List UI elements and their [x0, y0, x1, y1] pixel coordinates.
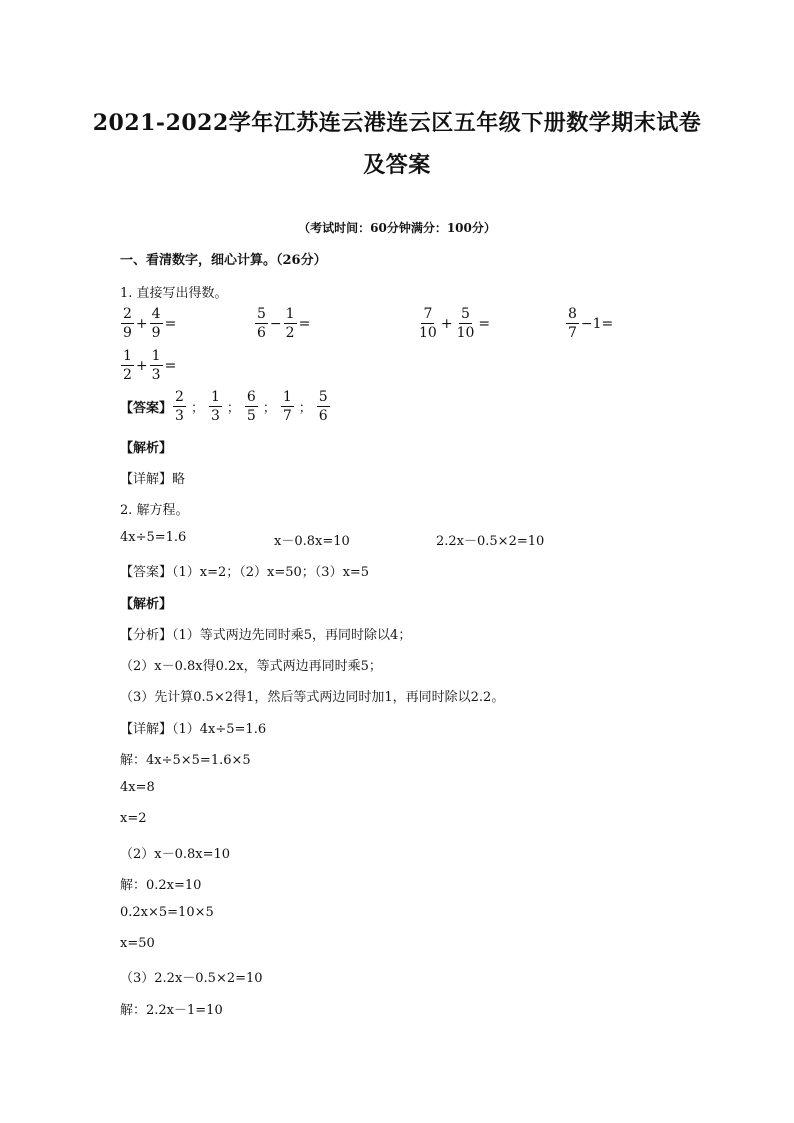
answer-line-1 — [120, 390, 331, 423]
separator: ； — [190, 401, 204, 416]
equals: = — [164, 357, 177, 374]
problem-1 — [120, 307, 177, 340]
problem-5 — [120, 349, 177, 382]
separator: ； — [298, 401, 312, 416]
equation-1: 4x÷5=1.6 — [120, 530, 187, 545]
operator: + — [440, 315, 453, 332]
problem-2 — [254, 307, 311, 340]
solution-line: （2）x－0.8x得0.2x，等式两边再同时乘5； — [120, 659, 382, 674]
operator: − — [269, 315, 282, 332]
analysis-label-2: 【解析】 — [120, 597, 173, 612]
answer-fraction: $\frac{5}{6}$ — [318, 389, 328, 424]
question-1-label: 1. 直接写出得数。 — [120, 286, 228, 301]
solution-line: （2）x－0.8x=10 — [120, 847, 231, 862]
answer-fraction: $\frac{1}{7}$ — [282, 389, 292, 424]
problem-3 — [416, 307, 491, 340]
title-line-2: 及答案 — [363, 152, 431, 178]
solution-line: 解：4x÷5×5=1.6×5 — [120, 753, 251, 768]
analysis-label-1: 【解析】 — [120, 441, 173, 456]
detail-1: 【详解】略 — [120, 472, 186, 487]
equals: −1= — [580, 315, 614, 332]
solution-line: 【详解】（1）4x÷5=1.6 — [120, 722, 267, 737]
fraction: $\frac{1}{2}$ — [285, 306, 295, 341]
title-line-1: 2021-2022学年江苏连云港连云区五年级下册数学期末试卷 — [92, 110, 702, 136]
exam-info: （考试时间：60分钟满分：100分） — [298, 221, 496, 235]
answer-fraction: $\frac{1}{3}$ — [210, 389, 220, 424]
solution-line: 解：2.2x－1=10 — [120, 1003, 223, 1018]
fraction: $\frac{1}{3}$ — [151, 348, 161, 383]
fraction: $\frac{5}{6}$ — [257, 306, 266, 341]
fraction: $\frac{1}{2}$ — [123, 348, 132, 383]
fraction: $\frac{2}{9}$ — [123, 306, 132, 341]
fraction: $\frac{8}{7}$ — [568, 306, 577, 341]
fraction: $\frac{7}{10}$ — [419, 306, 437, 341]
equals: = — [164, 315, 177, 332]
answer-fraction: $\frac{6}{5}$ — [246, 389, 256, 424]
solution-line: （3）2.2x－0.5×2=10 — [120, 971, 263, 986]
solution-line: 解：0.2x=10 — [120, 878, 202, 893]
solution-line: 【分析】（1）等式两边先同时乘5，再同时除以4； — [120, 628, 412, 643]
operator: + — [135, 357, 148, 374]
separator: ； — [262, 401, 276, 416]
section-1-heading: 一、看清数字，细心计算。（26分） — [120, 253, 327, 268]
operator: + — [135, 315, 148, 332]
fraction: $\frac{5}{10}$ — [456, 306, 475, 341]
answer-label: 【答案】 — [120, 401, 173, 416]
solution-line: 4x=8 — [120, 780, 155, 795]
question-2-label: 2. 解方程。 — [120, 503, 189, 518]
equals: = — [298, 315, 311, 332]
solution-line: x=2 — [120, 811, 147, 826]
separator: ； — [226, 401, 240, 416]
answer-fraction: $\frac{2}{3}$ — [175, 389, 184, 424]
solution-line: x=50 — [120, 936, 155, 951]
equals: = — [478, 315, 491, 332]
solution-line: 0.2x×5=10×5 — [120, 905, 214, 920]
solution-line: （3）先计算0.5×2得1，然后等式两边同时加1，再同时除以2.2。 — [120, 690, 505, 705]
problem-4 — [565, 307, 614, 340]
fraction: $\frac{4}{9}$ — [151, 306, 161, 341]
equation-3: 2.2x－0.5×2=10 — [436, 534, 545, 549]
answer-2: 【答案】（1）x=2；（2）x=50；（3）x=5 — [120, 565, 370, 580]
equation-2: x－0.8x=10 — [274, 534, 350, 549]
